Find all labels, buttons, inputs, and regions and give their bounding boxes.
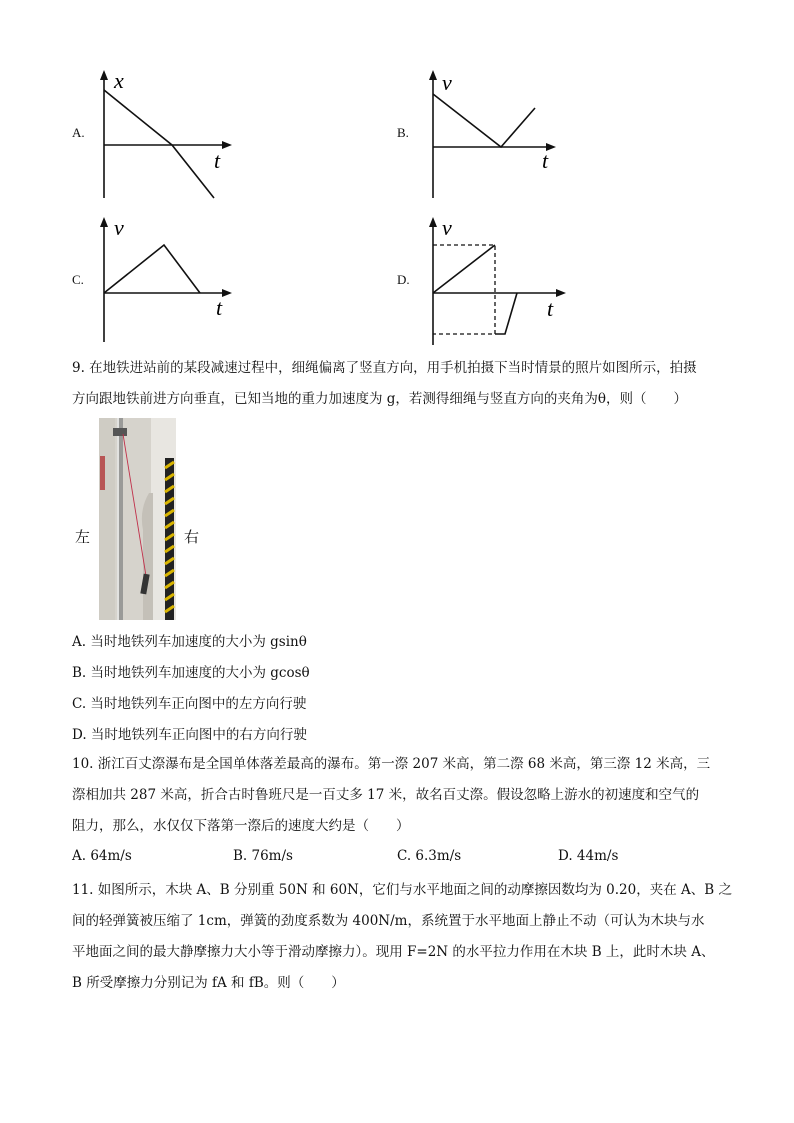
graph-d-dashed-top [433, 245, 495, 334]
q11-text-line-3: 平地面之间的最大静摩擦力大小等于滑动摩擦力）。现用 F=2N 的水平拉力作用在木块 B 上，此时木块 A、 [72, 944, 715, 960]
graph-c-v-t [92, 215, 242, 345]
graph-b-y-label: v [442, 70, 452, 95]
graph-c-y-arrow [100, 217, 108, 227]
option-a-label: A. [72, 125, 85, 140]
q10-choice-a[interactable]: A. 64m/s [72, 848, 132, 864]
q9-text-line-2: 方向跟地铁前进方向垂直，已知当地的重力加速度为 g，若测得细绳与竖直方向的夹角为θ，则（ ） [72, 391, 688, 407]
graph-b-x-label: t [542, 148, 549, 173]
q10-text-line-1: 10. 浙江百丈漈瀑布是全国单体落差最高的瀑布。第一漈 207 米高，第二漈 68 米高，第三漈 12 米高，三 [72, 756, 711, 772]
option-d-label: D. [397, 272, 410, 287]
graph-b-y-arrow [429, 70, 437, 80]
option-c-label: C. [72, 272, 84, 287]
graph-d-y-arrow [429, 217, 437, 227]
graph-a-curve [104, 90, 214, 198]
q9-choice-d[interactable]: D. 当时地铁列车正向图中的右方向行驶 [72, 727, 307, 743]
graph-d-v-t [420, 213, 570, 346]
graph-c-curve [104, 245, 200, 293]
q10-text-line-3: 阻力，那么，水仅仅下落第一漈后的速度大约是（ ） [72, 818, 410, 834]
q10-choice-b[interactable]: B. 76m/s [233, 848, 293, 864]
q9-text-line-1: 9. 在地铁进站前的某段减速过程中，细绳偏离了竖直方向，用手机拍摄下当时情景的照片如图所示，拍摄 [72, 360, 697, 376]
graph-d-x-arrow [556, 289, 566, 297]
graph-b-curve [433, 94, 535, 147]
photo-right-label: 右 [184, 528, 200, 546]
q11-text-line-4: B 所受摩擦力分别记为 fA 和 fB。则（ ） [72, 975, 345, 991]
q9-choice-c[interactable]: C. 当时地铁列车正向图中的左方向行驶 [72, 696, 307, 712]
subway-photo-drawing [99, 418, 176, 620]
q10-choice-d[interactable]: D. 44m/s [558, 848, 619, 864]
graph-c-x-label: t [216, 295, 223, 320]
q10-choice-c[interactable]: C. 6.3m/s [397, 848, 462, 864]
graph-d-tail [495, 293, 517, 334]
graph-a-y-label: x [114, 68, 124, 93]
graph-c-y-label: v [114, 215, 124, 240]
graph-d-x-label: t [547, 296, 554, 321]
q10-text-line-2: 漈相加共 287 米高，折合古时鲁班尺是一百丈多 17 米，故名百丈漈。假设忽略上游水的初速度和空气的 [72, 787, 700, 803]
graph-a-x-t [92, 68, 242, 203]
q9-choice-a[interactable]: A. 当时地铁列车加速度的大小为 gsinθ [72, 634, 307, 650]
graph-a-x-label: t [214, 148, 221, 173]
graph-c-x-arrow [222, 289, 232, 297]
graph-a-y-arrow [100, 70, 108, 80]
graph-d-rise [433, 245, 495, 293]
option-b-label: B. [397, 125, 409, 140]
graph-b-v-t [420, 68, 570, 203]
q11-text-line-2: 间的轻弹簧被压缩了 1cm，弹簧的劲度系数为 400N/m，系统置于水平地面上静止不动（可认为木块与水 [72, 913, 705, 929]
q9-choice-b[interactable]: B. 当时地铁列车加速度的大小为 gcosθ [72, 665, 310, 681]
photo-left-label: 左 [75, 528, 91, 546]
q11-text-line-1: 11. 如图所示，木块 A、B 分别重 50N 和 60N，它们与水平地面之间的动摩擦因数均为 0.20，夹在 A、B 之 [72, 882, 732, 898]
subway-photo [99, 418, 176, 620]
graph-a-x-arrow [222, 141, 232, 149]
graph-d-y-label: v [442, 215, 452, 240]
